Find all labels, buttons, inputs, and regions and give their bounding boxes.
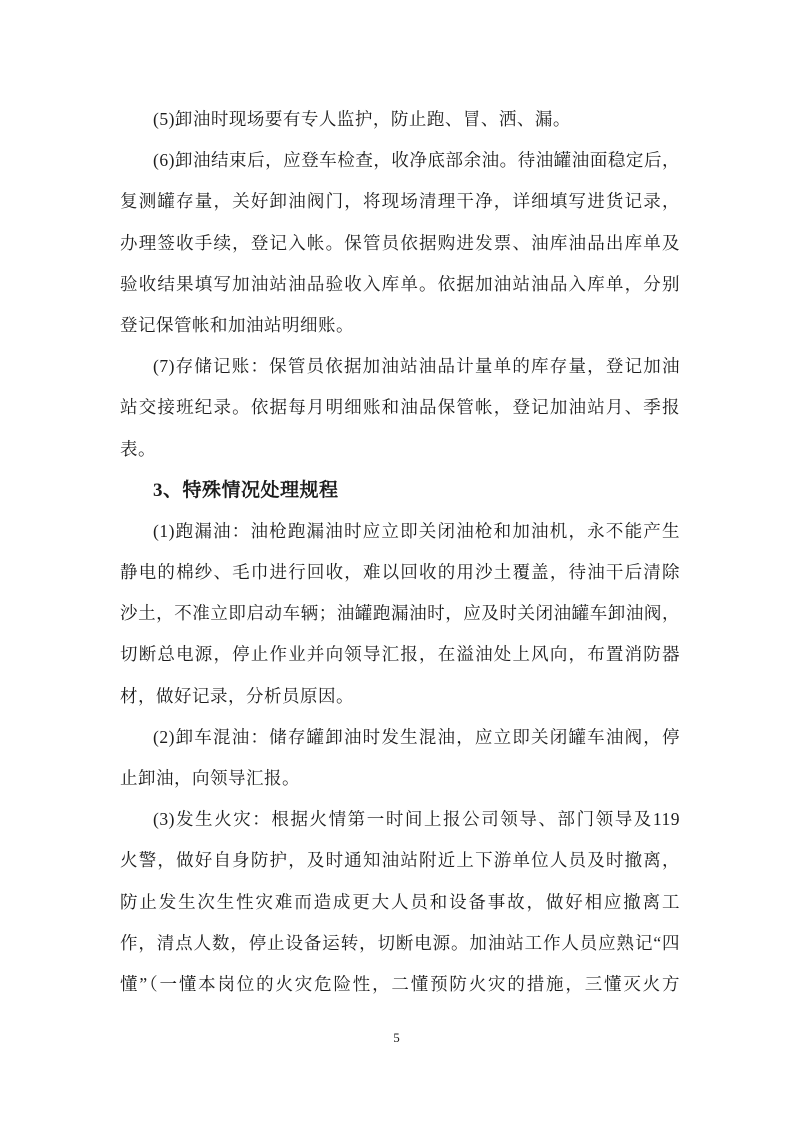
section-heading: 3、特殊情况处理规程	[153, 479, 339, 501]
para-7-line-2: 站交接班纪录。依据每月明细账和油品保管帐，登记加油站月、季报	[120, 397, 680, 418]
document-body	[120, 99, 680, 1005]
para-6-line-1: (6)卸油结束后，应登车检查，收净底部余油。待油罐油面稳定后，	[153, 150, 680, 171]
para-special-2-line-2: 止卸油，向领导汇报。	[120, 768, 300, 788]
para-special-1-line-1: (1)跑漏油：油枪跑漏油时应立即关闭油枪和加油机，永不能产生	[153, 520, 680, 541]
para-7-line-3: 表。	[120, 438, 156, 459]
para-special-1-line-5: 材，做好记录，分析员原因。	[120, 685, 354, 706]
para-special-3-line-5: 懂”（一懂本岗位的火灾危险性，二懂预防火灾的措施，三懂灭火方	[120, 973, 680, 994]
para-special-1-line-2: 静电的棉纱、毛巾进行回收，难以回收的用沙土覆盖，待油干后清除	[120, 562, 680, 583]
para-special-3-line-3: 防止发生次生性灾难而造成更大人员和设备事故，做好相应撤离工	[120, 891, 680, 912]
para-7-line-1: (7)存储记账：保管员依据加油站油品计量单的库存量，登记加油	[153, 356, 680, 377]
para-special-3-line-4: 作，清点人数，停止设备运转，切断电源。加油站工作人员应熟记“四	[120, 932, 680, 953]
para-6-line-4: 验收结果填写加油站油品验收入库单。依据加油站油品入库单，分别	[120, 273, 680, 294]
para-6-line-5: 登记保管帐和加油站明细账。	[120, 314, 354, 335]
para-5-line-1: (5)卸油时现场要有专人监护，防止跑、冒、洒、漏。	[153, 109, 571, 129]
para-6-line-2: 复测罐存量，关好卸油阀门，将现场清理干净，详细填写进货记录，	[120, 191, 680, 212]
para-special-1-line-4: 切断总电源，停止作业并向领导汇报，在溢油处上风向，布置消防器	[120, 644, 680, 665]
para-special-1-line-3: 沙土，不准立即启动车辆；油罐跑漏油时，应及时关闭油罐车卸油阀，	[120, 603, 680, 624]
para-special-3-line-2: 火警，做好自身防护，及时通知油站附近上下游单位人员及时撤离，	[120, 850, 680, 871]
para-special-3-line-1: (3)发生火灾：根据火情第一时间上报公司领导、部门领导及119	[153, 809, 680, 830]
para-special-2-line-1: (2)卸车混油：储存罐卸油时发生混油，应立即关闭罐车油阀，停	[153, 726, 680, 747]
para-6-line-3: 办理签收手续，登记入帐。保管员依据购进发票、油库油品出库单及	[120, 232, 680, 253]
page-number: 5	[393, 1030, 400, 1045]
